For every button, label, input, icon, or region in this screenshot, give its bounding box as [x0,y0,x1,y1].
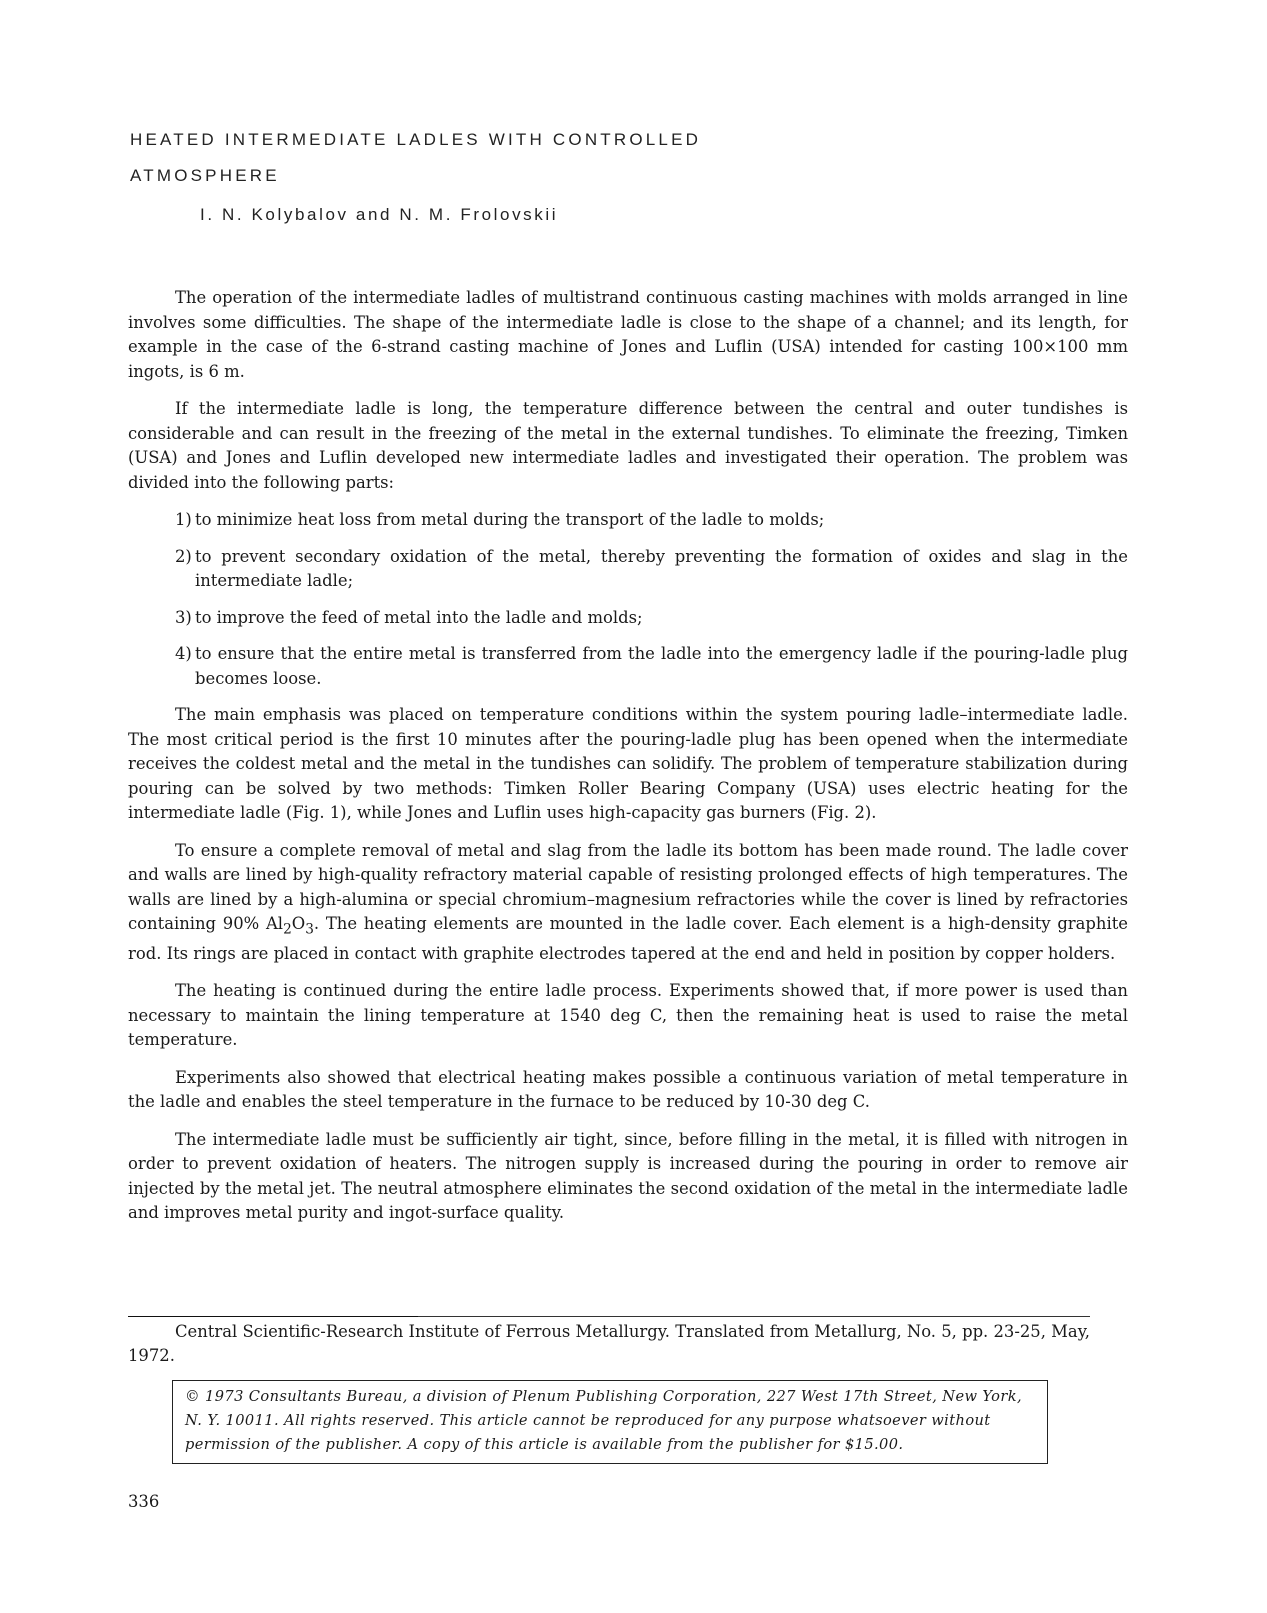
paragraph-1: The operation of the intermediate ladles of multistrand continuous casting machines with molds arranged in line involves some difficulties. The shape of the intermediate ladle is close to the shape of a channel; and its length, for example in the case of the 6-strand casting machine of Jones and Luflin (USA) intended for casting 100×100 mm ingots, is 6 m. [128,288,1128,381]
list-item [175,606,1128,631]
paragraph-2: If the intermediate ladle is long, the temperature difference between the central and outer tundishes is considerable and can result in the freezing of the metal in the external tundishes. To eliminate the freezing, Timken (USA) and Jones and Luflin developed new intermediate ladles and investigated their operation. The problem was divided into the following parts: [128,399,1128,492]
list-item-text: to prevent secondary oxidation of the metal, thereby preventing the formation of oxides and slag in the intermediate ladle; [195,546,1128,590]
footnote-rule-short [128,1316,418,1317]
article-body [128,286,1128,1239]
list-item-number: 3) [175,607,192,627]
oxygen-symbol: O [291,914,306,933]
paragraph-7: The intermediate ladle must be sufficiently air tight, since, before filling in the metal, it is filled with nitrogen in order to prevent oxidation of heaters. The nitrogen supply is increased during the pouring in order to remove air injected by the metal jet. The neutral atmosphere eliminates the second oxidation of the metal in the intermediate ladle and improves metal purity and ingot-surface quality. [128,1129,1128,1223]
list-item-text: to improve the feed of metal into the ladle and molds; [195,607,643,627]
paragraph-4-part-a: To ensure a complete removal of metal and slag from the ladle its bottom has been made round. The ladle cover and walls are lined by high-quality refractory material capable of resisting prolonged effects of high temperatures. The walls are lined by a high-alumina or special chromium–magnesium refractories while the cover is lined by refractories containing 90% Al [128,840,1128,933]
copyright-box: © 1973 Consultants Bureau, a division of Plenum Publishing Corporation, 227 West 17th Street, New York, N. Y. 10011. All rights reserved. This article cannot be reproduced for any purpose whatsoever without permission of the publisher. A copy of this article is available from the publisher for $15.00. [172,1380,1048,1464]
paragraph-6: Experiments also showed that electrical heating makes possible a continuous variation of metal temperature in the ladle and enables the steel temperature in the furnace to be reduced by 10-30 deg C. [128,1067,1128,1112]
page-number: 336 [128,1492,160,1511]
list-item [175,642,1128,691]
paragraph-5: The heating is continued during the entire ladle process. Experiments showed that, if more power is used than necessary to maintain the lining temperature at 1540 deg C, then the remaining heat is used to raise the metal temperature. [128,981,1128,1050]
footnote: Central Scientific-Research Institute of Ferrous Metallurgy. Translated from Metallurg, No. 5, pp. 23-25, May, 1972. [128,1322,1090,1365]
list-item [175,545,1128,594]
list-item-number: 2) [175,546,192,566]
subscript: 3 [305,921,314,938]
paragraph-3: The main emphasis was placed on temperature conditions within the system pouring ladle–intermediate ladle. The most critical period is the first 10 minutes after the pouring-ladle plug has been opened when the intermediate receives the coldest metal and the metal in the tundishes can solidify. The problem of temperature stabilization during pouring can be solved by two methods: Timken Roller Bearing Company (USA) uses electric heating for the intermediate ladle (Fig. 1), while Jones and Luflin uses high-capacity gas burners (Fig. 2). [128,705,1128,822]
paragraph-4-part-b: . The heating elements are mounted in the ladle cover. Each element is a high-density graphite rod. Its rings are placed in contact with graphite electrodes tapered at the end and held in position by copper holders. [128,914,1128,963]
subscript: 2 [283,921,292,938]
objectives-list [128,508,1128,691]
list-item-number: 1) [175,510,192,529]
article-title-line1: HEATED INTERMEDIATE LADLES WITH CONTROLLED [130,130,702,149]
paragraph-4 [128,839,1128,967]
list-item-text: to ensure that the entire metal is transferred from the ladle into the emergency ladle if the pouring-ladle plug becomes loose. [195,644,1128,688]
article-title-line2: ATMOSPHERE [130,166,280,185]
list-item-number: 4) [175,644,192,663]
list-item [175,508,1128,533]
list-item-text: to minimize heat loss from metal during the transport of the ladle to molds; [195,510,825,529]
article-authors: I. N. Kolybalov and N. M. Frolovskii [200,205,559,224]
